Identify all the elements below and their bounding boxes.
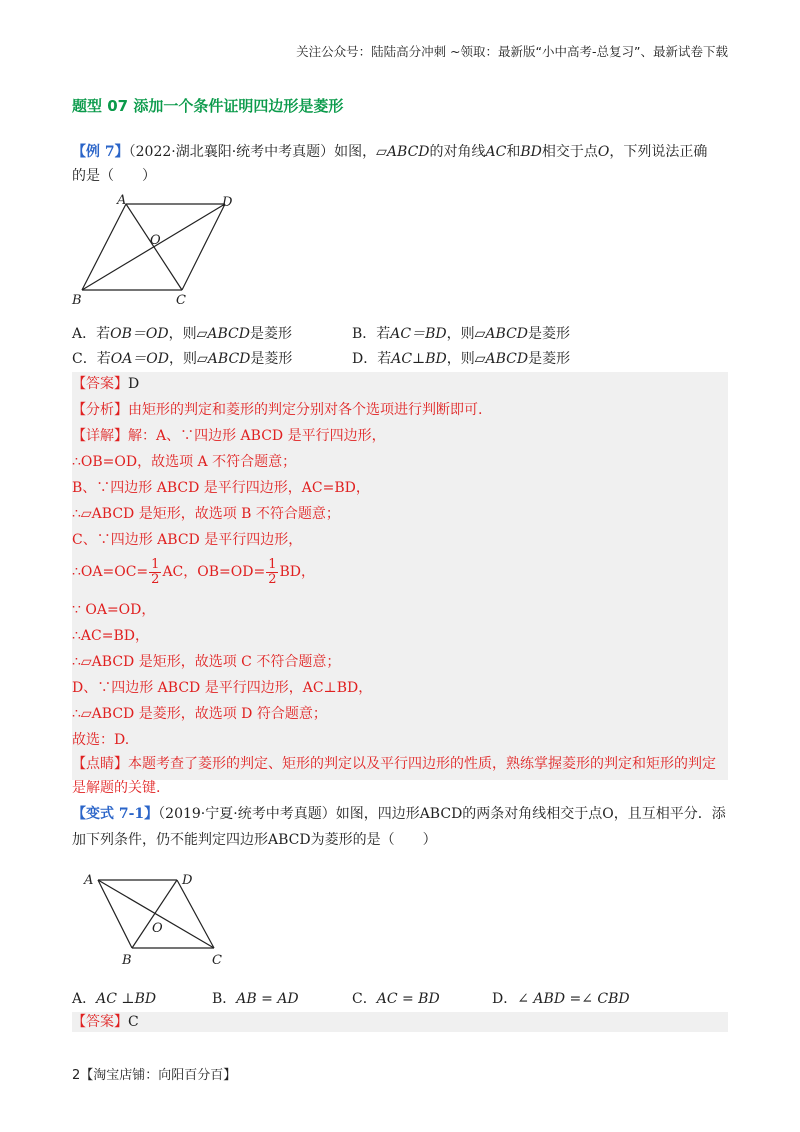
page-footer: 2【淘宝店铺：向阳百分百】	[72, 1068, 237, 1083]
label-a: A	[117, 193, 127, 208]
variant-option-b: B．AB = AD	[212, 991, 299, 1007]
variant-label-d: D	[182, 873, 193, 888]
fraction-half-2: $\frac{1}{2}$	[268, 556, 277, 587]
detail-line-10: ∴▱ABCD 是菱形，故选项 D 符合题意；	[72, 706, 327, 722]
answer-line: 【答案】D	[72, 376, 140, 392]
example-label: 【例 7】	[72, 144, 129, 160]
option-b: B．若AC＝BD，则▱ABCD是菱形	[352, 326, 571, 342]
option-d: D．若AC⊥BD，则▱ABCD是菱形	[352, 351, 571, 367]
detail-line-6: ∵ OA=OD，	[72, 602, 156, 618]
page-header: 关注公众号：陆陆高分冲刺 ~领取：最新版“小中高考-总复习”、最新试卷下载	[296, 44, 728, 59]
parallelogram-figure	[70, 192, 250, 307]
variant-label-a: A	[84, 873, 94, 888]
rhombus-figure	[82, 866, 242, 970]
variant-label: 【变式 7-1】	[72, 806, 159, 822]
detail-line-5: C、∵四边形 ABCD 是平行四边形，	[72, 532, 303, 548]
variant-option-d: D．∠ ABD =∠ CBD	[492, 991, 630, 1007]
variant-label-b: B	[122, 953, 132, 968]
label-b: B	[72, 293, 82, 307]
section-title: 题型 07 添加一个条件证明四边形是菱形	[72, 97, 344, 115]
detail-line-11: 故选：D.	[72, 732, 130, 748]
fraction-half-1: $\frac{1}{2}$	[151, 556, 160, 587]
page-number: 2	[72, 1068, 81, 1083]
label-o: O	[150, 233, 161, 248]
variant-question-line1: 【变式 7-1】（2019·宁夏·统考中考真题）如图，四边形ABCD的两条对角线相交于点O，且互相平分．添	[72, 806, 726, 822]
detail-line-9: D、∵四边形 ABCD 是平行四边形，AC⊥BD，	[72, 680, 373, 696]
option-a: A．若OB＝OD，则▱ABCD是菱形	[72, 326, 292, 342]
variant-option-c: C．AC = BD	[352, 991, 440, 1007]
detail-line-8: ∴▱ABCD 是矩形，故选项 C 不符合题意；	[72, 654, 341, 670]
example-question-line2: 的是（ ）	[72, 168, 156, 184]
detail-line-2: ∴OB=OD，故选项 A 不符合题意；	[72, 454, 297, 470]
detail-line-1: 【详解】解：A、∵四边形 ABCD 是平行四边形，	[72, 428, 386, 444]
variant-option-a: A．AC ⊥BD	[72, 991, 157, 1007]
variant-label-o: O	[152, 921, 163, 936]
example-question: 【例 7】（2022·湖北襄阳·统考中考真题）如图，▱ABCD的对角线AC和BD相交于点O，下列说法正确	[72, 144, 708, 160]
variant-question-line2: 加下列条件，仍不能判定四边形ABCD为菱形的是（ ）	[72, 832, 437, 848]
comment-line-2: 是解题的关键.	[72, 780, 161, 796]
detail-frac-line: ∴OA=OC= $\frac{1}{2}$ AC，OB=OD= $\frac{1}{2}$ BD，	[72, 556, 315, 587]
detail-line-4: ∴▱ABCD 是矩形，故选项 B 不符合题意；	[72, 506, 340, 522]
label-c: C	[176, 293, 186, 307]
variant-label-c: C	[212, 953, 222, 968]
detail-line-7: ∴AC=BD，	[72, 628, 149, 644]
comment-line-1: 【点睛】本题考查了菱形的判定、矩形的判定以及平行四边形的性质，熟练掌握菱形的判定和矩形的判定	[72, 756, 716, 772]
option-c: C．若OA＝OD，则▱ABCD是菱形	[72, 351, 293, 367]
detail-line-3: B、∵四边形 ABCD 是平行四边形，AC=BD，	[72, 480, 370, 496]
analysis-line: 【分析】由矩形的判定和菱形的判定分别对各个选项进行判断即可.	[72, 402, 483, 418]
variant-answer-line: 【答案】C	[72, 1014, 139, 1030]
label-d: D	[222, 195, 233, 210]
